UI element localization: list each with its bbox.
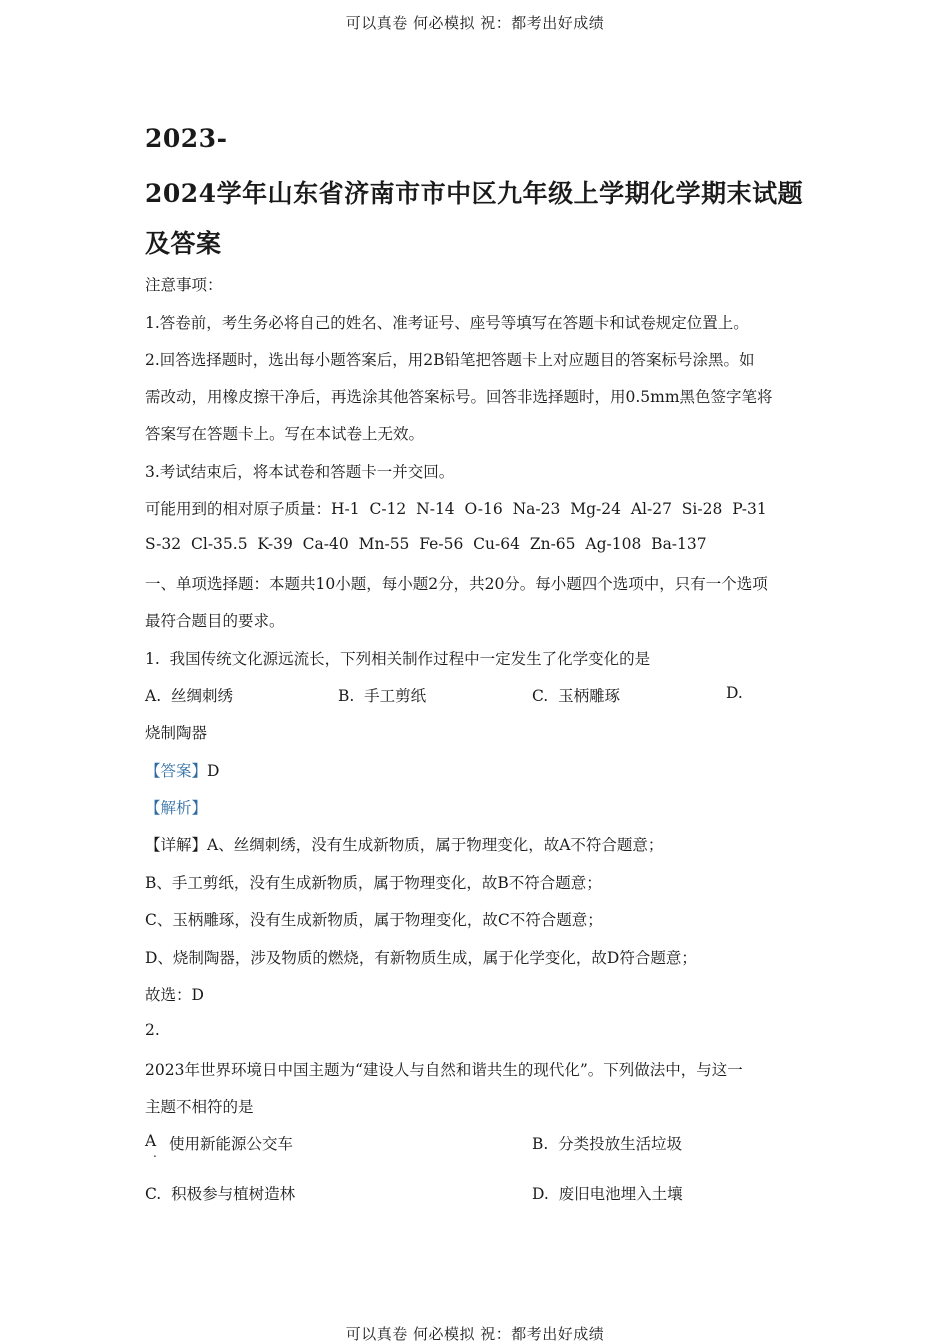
notice-item-3: 3.考试结束后，将本试卷和答题卡一并交回。	[145, 463, 455, 481]
page-header: 可以真卷 何必模拟 祝：都考出好成绩	[345, 14, 605, 32]
q1-detail-1: 【详解】A、丝绸刺绣，没有生成新物质，属于物理变化，故A不符合题意；	[145, 836, 664, 854]
page-footer: 可以真卷 何必模拟 祝：都考出好成绩	[345, 1325, 605, 1343]
q1-option-a: A. 丝绸刺绣	[145, 687, 233, 705]
q1-option-d-label: D.	[726, 684, 743, 702]
q1-detail-4: D、烧制陶器，涉及物质的燃烧，有新物质生成，属于化学变化，故D符合题意；	[145, 949, 697, 967]
q1-detail-2: B、手工剪纸，没有生成新物质，属于物理变化，故B不符合题意；	[145, 874, 602, 892]
notice-item-2-line-2: 需改动，用橡皮擦干净后，再选涂其他答案标号。回答非选择题时，用0.5mm黑色签字笔将	[145, 388, 773, 406]
title-line-1: 2023-	[145, 124, 228, 153]
q1-conclusion: 故选：D	[145, 986, 204, 1004]
q1-analysis-label: 【解析】	[145, 799, 208, 817]
q1-option-b: B. 手工剪纸	[338, 687, 427, 705]
q1-stem: 1. 我国传统文化源远流长，下列相关制作过程中一定发生了化学变化的是	[145, 650, 651, 668]
q2-option-b: B. 分类投放生活垃圾	[532, 1135, 683, 1153]
q1-detail-3: C、玉柄雕琢，没有生成新物质，属于物理变化，故C不符合题意；	[145, 911, 603, 929]
answer-value: D	[207, 762, 220, 780]
q2-option-c: C. 积极参与植树造林	[145, 1185, 296, 1203]
notice-item-2-line-1: 2.回答选择题时，选出每小题答案后，用2B铅笔把答题卡上对应题目的答案标号涂黑。如	[145, 351, 755, 369]
q1-option-d-text: 烧制陶器	[145, 724, 208, 742]
q2-stem-line-2: 主题不相符的是	[145, 1098, 254, 1116]
notice-heading: 注意事项：	[145, 276, 223, 294]
title-line-2: 2024学年山东省济南市市中区九年级上学期化学期末试题	[145, 179, 804, 208]
q1-answer	[145, 759, 219, 781]
notice-item-1: 1.答卷前，考生务必将自己的姓名、准考证号、座号等填写在答题卡和试卷规定位置上。	[145, 314, 749, 332]
atomic-masses-line-2: S-32 Cl-35.5 K-39 Ca-40 Mn-55 Fe-56 Cu-64 Zn-65 Ag-108 Ba-137	[145, 535, 707, 553]
q2-number: 2.	[145, 1021, 160, 1039]
q2-option-a-text: 使用新能源公交车	[169, 1135, 294, 1153]
q2-option-a-dot: .	[153, 1146, 157, 1160]
title-line-3: 及答案	[145, 229, 222, 258]
q2-stem-line-1: 2023年世界环境日中国主题为“建设人与自然和谐共生的现代化”。下列做法中，与这一	[145, 1061, 743, 1079]
q1-option-c: C. 玉柄雕琢	[532, 687, 621, 705]
section-heading-line-1: 一、单项选择题：本题共10小题，每小题2分，共20分。每小题四个选项中，只有一个选项	[145, 575, 768, 593]
q2-option-a-label: A	[145, 1132, 157, 1150]
q2-option-d: D. 废旧电池埋入土壤	[532, 1185, 683, 1203]
section-heading-line-2: 最符合题目的要求。	[145, 612, 285, 630]
atomic-masses-line-1: 可能用到的相对原子质量：H-1 C-12 N-14 O-16 Na-23 Mg-24 Al-27 Si-28 P-31	[145, 500, 767, 518]
notice-item-2-line-3: 答案写在答题卡上。写在本试卷上无效。	[145, 425, 425, 443]
answer-label: 【答案】	[145, 762, 208, 780]
